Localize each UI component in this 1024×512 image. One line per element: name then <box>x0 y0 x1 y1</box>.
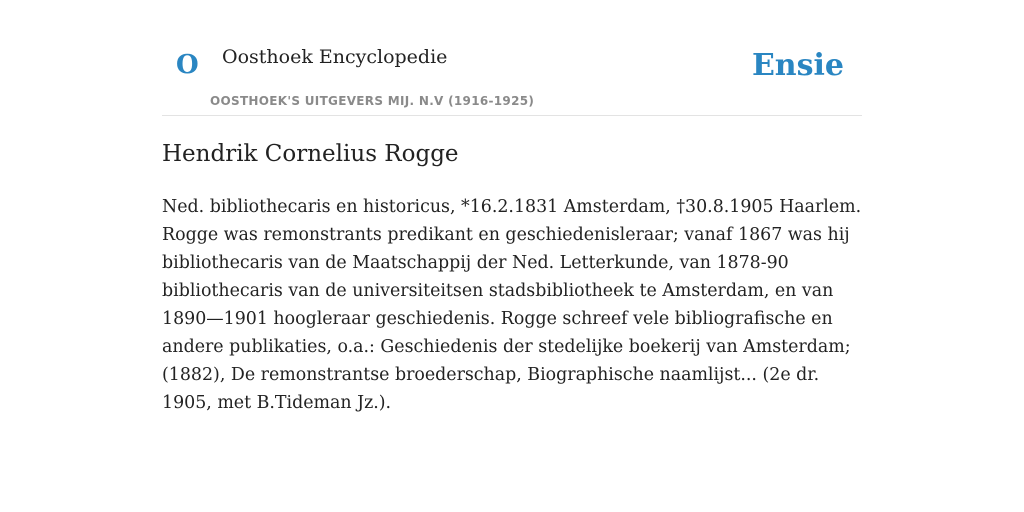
book-title-link[interactable]: Oosthoek Encyclopedie <box>222 46 448 68</box>
entry-title: Hendrik Cornelius Rogge <box>162 141 459 167</box>
page <box>162 0 862 413</box>
publisher-label: OOSTHOEK'S UITGEVERS MIJ. N.V (1916-1925) <box>210 94 535 108</box>
site-header <box>162 0 862 116</box>
entry-body: Ned. bibliothecaris en historicus, *16.2.1831 Amsterdam, †30.8.1905 Haarlem. Rogge was remonstrants predikant en geschiedenisleraar; vanaf 1867 was hij bibliothecaris van de Maatschappij der Ned. Letterkunde, van 1878-90 bibliothecaris van de universiteitsen stadsbibliotheek te Amsterdam, en van 1890—1901 hoogleraar geschiedenis. Rogge schreef vele bibliografische en andere publikaties, o.a.: Geschiedenis der stedelijke boekerij van Amsterdam; (1882), De remonstrantse broederschap, Biographische naamlijst... (2e dr. 1905, met B.Tideman Jz.). <box>162 197 862 413</box>
book-logo-icon[interactable]: O <box>176 50 199 80</box>
ensie-logo-link[interactable]: Ensie <box>751 48 844 83</box>
